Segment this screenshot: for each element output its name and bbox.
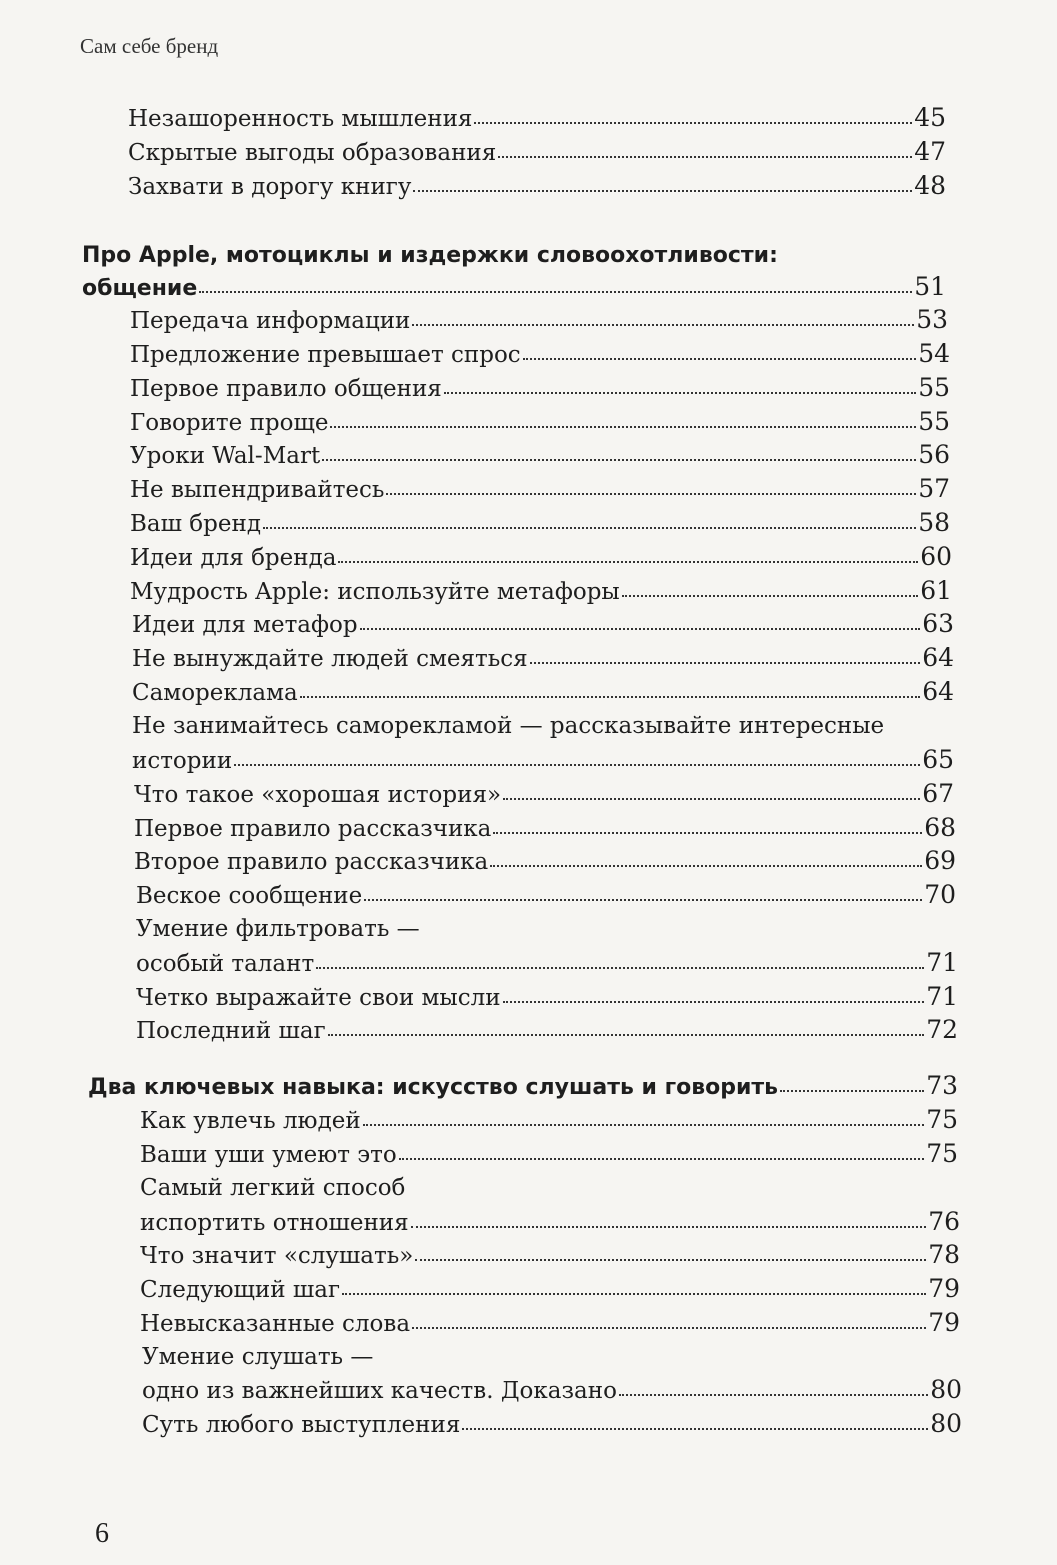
toc-entry [130,340,950,369]
toc-entry-page: 75 [926,1105,958,1134]
toc-entry [130,441,950,470]
chapter-page: 51 [914,272,946,301]
toc-entry-page: 48 [914,171,946,200]
chapter-title-continued: общение [82,276,198,301]
leader-dots [490,865,922,867]
toc-entry-page: 45 [914,103,946,132]
running-head: Сам себе бренд [80,34,219,58]
toc-entry [132,644,954,673]
toc-entry-title: Передача информации [130,308,411,334]
toc-entry-title: Идеи для метафор [132,612,358,638]
toc-entry [142,1376,962,1405]
toc-entry [140,1275,960,1304]
toc-entry [132,746,954,775]
toc-entry-page: 55 [918,373,950,402]
toc-entry-title: Не выпендривайтесь [130,477,385,503]
toc-entry-title: Первое правило общения [130,376,442,402]
toc-entry-page: 57 [918,474,950,503]
toc-entry [140,1208,960,1237]
toc-entry [136,881,956,910]
toc-entry [128,138,946,167]
toc-entry [134,847,956,876]
toc-entry-title: Суть любого выступления [142,1412,461,1438]
toc-entry-title: Что такое «хорошая история» [134,782,502,808]
leader-dots [342,1293,926,1295]
leader-dots [412,324,914,326]
toc-entry [130,509,950,538]
page-number: 6 [95,1518,109,1549]
leader-dots [462,1428,928,1430]
toc-entry-page: 65 [922,745,954,774]
leader-dots [498,156,912,158]
leader-dots [523,358,917,360]
toc-entry-title: Умение фильтровать — [136,916,420,942]
leader-dots [330,426,916,428]
leader-dots [444,392,916,394]
toc-entry [140,1140,958,1169]
leader-dots [412,1327,926,1329]
leader-dots [413,190,912,192]
leader-dots [474,122,912,124]
toc-entry-page: 70 [924,880,956,909]
leader-dots [328,1034,925,1036]
toc-entry [142,1410,962,1439]
toc-entry-page: 47 [914,137,946,166]
toc-entry-title: Не вынуждайте людей смеяться [132,646,528,672]
toc-entry-title: Что значит «слушать» [140,1243,414,1269]
toc-entry-title: Ваш бренд [130,511,261,537]
toc-entry-page: 75 [926,1139,958,1168]
leader-dots [503,1001,925,1003]
toc-entry-title: Скрытые выгоды образования [128,140,497,166]
toc-entry-page: 61 [920,576,952,605]
leader-dots [493,832,922,834]
toc-entry [140,1241,960,1270]
toc-entry-title: Невысказанные слова [140,1311,411,1337]
chapter-entry [82,273,946,303]
toc-entry-title: Веское сообщение [136,883,363,909]
toc-entry [134,814,956,843]
leader-dots [415,1259,926,1261]
leader-dots [363,1124,925,1126]
toc-entry [130,475,950,504]
toc-entry-title: Второе правило рассказчика [134,849,489,875]
toc-entry-title: Захвати в дорогу книгу [128,174,412,200]
toc-entry-title: Как увлечь людей [140,1108,361,1134]
toc-entry-page: 76 [928,1207,960,1236]
leader-dots [360,628,921,630]
toc-entry-page: 60 [920,542,952,571]
chapter-page: 73 [926,1071,958,1100]
toc-entry-page: 80 [930,1375,962,1404]
toc-entry-page: 54 [918,339,950,368]
toc-entry [130,374,950,403]
toc-entry [132,610,954,639]
toc-entry-page: 71 [926,948,958,977]
toc-entry-title-continued: одно из важнейших качеств. Доказано [142,1378,617,1404]
toc-entry [130,577,952,606]
leader-dots [530,662,921,664]
toc-entry-page: 67 [922,779,954,808]
toc-entry-title: Незашоренность мышления [128,106,473,132]
leader-dots [300,696,921,698]
toc-entry-page: 69 [924,846,956,875]
toc-entry-title: Не занимайтесь саморекламой — рассказывайте интересные [132,713,885,739]
toc-entry [136,1016,958,1045]
toc-entry [130,408,950,437]
toc-entry-page: 63 [922,609,954,638]
toc-entry-page: 79 [928,1308,960,1337]
toc-entry-title: Первое правило рассказчика [134,816,492,842]
toc-entry [136,983,958,1012]
toc-entry-title-continued: истории [132,748,233,774]
toc-entry-page: 78 [928,1240,960,1269]
toc-entry [140,1106,958,1135]
toc-entry-title: Говорите проще [130,410,329,436]
toc-entry [132,678,954,707]
toc-entry-page: 72 [926,1015,958,1044]
chapter-entry [88,1072,958,1102]
toc-entry-page: 53 [916,305,948,334]
leader-dots [411,1226,927,1228]
leader-dots [503,798,920,800]
toc-entry-title: Четко выражайте свои мысли [136,985,501,1011]
leader-dots [780,1090,924,1092]
toc-entry-title: Предложение превышает спрос [130,342,521,368]
toc-entry-title: Последний шаг [136,1018,326,1044]
toc-entry [130,543,952,572]
toc-entry [134,780,954,809]
leader-dots [322,459,916,461]
toc-entry-title: Самый легкий способ [140,1175,406,1201]
leader-dots [338,561,918,563]
toc-entry [140,1309,960,1338]
toc-entry-page: 80 [930,1409,962,1438]
toc-entry-title-continued: особый талант [136,951,315,977]
toc-entry-title-continued: испортить отношения [140,1210,409,1236]
leader-dots [263,527,916,529]
leader-dots [199,291,912,293]
toc-entry [136,949,958,978]
toc-entry-title: Следующий шаг [140,1277,341,1303]
toc-entry-page: 58 [918,508,950,537]
leader-dots [622,595,918,597]
leader-dots [386,493,916,495]
toc-entry-title: Умение слушать — [142,1344,374,1370]
leader-dots [619,1394,928,1396]
leader-dots [364,899,922,901]
chapter-title: Два ключевых навыка: искусство слушать и говорить [88,1075,779,1100]
leader-dots [316,967,924,969]
toc-entry-page: 55 [918,407,950,436]
toc-entry-page: 71 [926,982,958,1011]
toc-entry-page: 68 [924,813,956,842]
toc-entry-title: Мудрость Apple: используйте метафоры [130,579,620,605]
toc-entry-page: 64 [922,643,954,672]
toc-entry-title: Идеи для бренда [130,545,337,571]
toc-entry-page: 79 [928,1274,960,1303]
toc-entry [128,172,946,201]
toc-entry-title: Самореклама [132,680,298,706]
toc-entry-page: 64 [922,677,954,706]
toc-entry-page: 56 [918,440,950,469]
leader-dots [399,1158,924,1160]
toc-entry [128,104,946,133]
toc-entry [130,306,948,335]
toc-entry-title: Ваши уши умеют это [140,1142,397,1168]
toc-entry-title: Уроки Wal-Mart [130,443,321,469]
leader-dots [234,764,920,766]
chapter-title: Про Apple, мотоциклы и издержки словоохотливости: [82,243,778,268]
